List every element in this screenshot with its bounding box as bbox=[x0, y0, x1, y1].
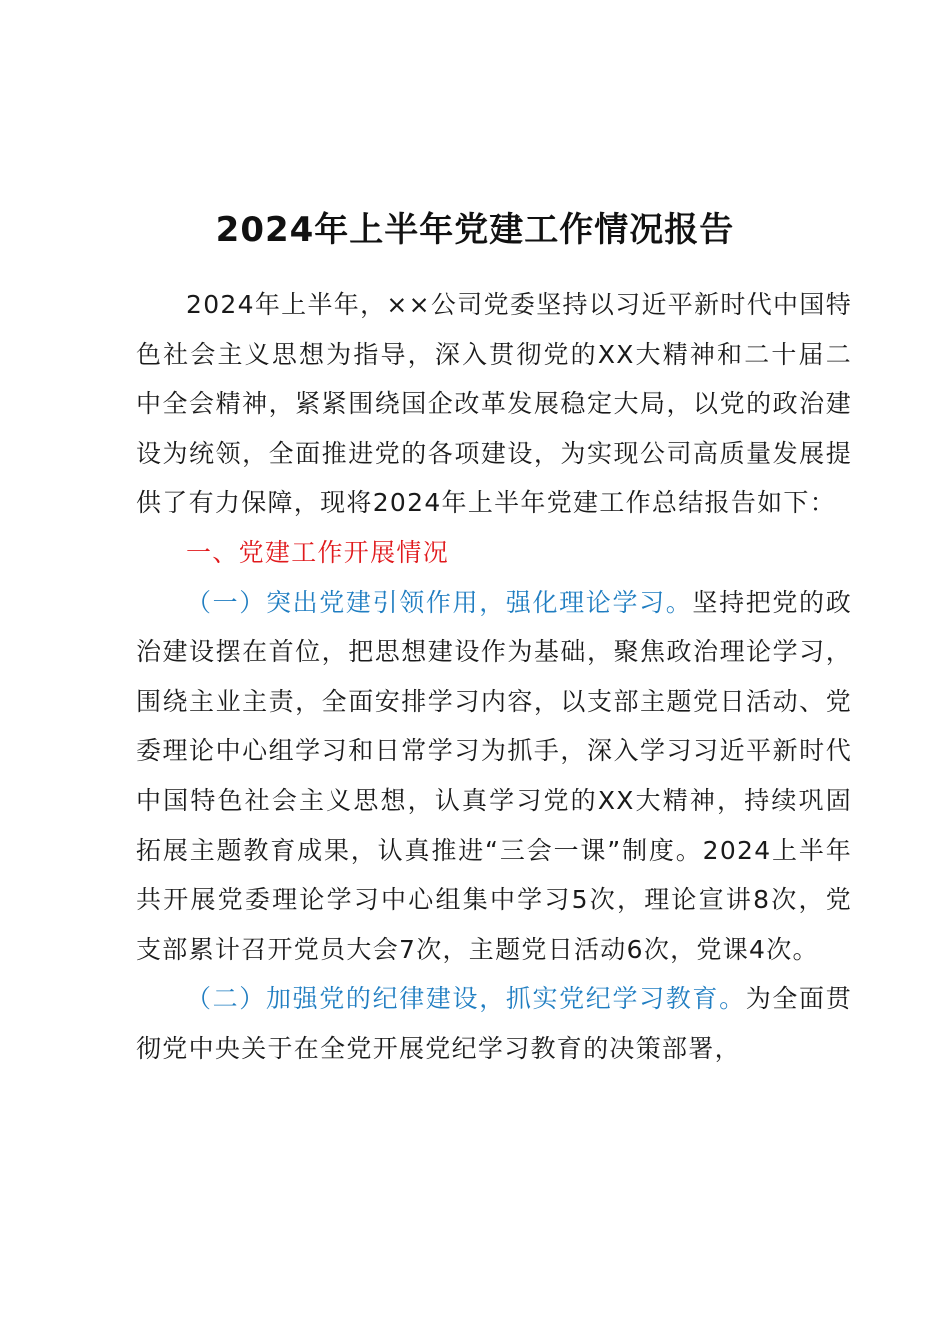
intro-paragraph: 2024年上半年，××公司党委坚持以习近平新时代中国特色社会主义思想为指导，深入贯彻党的XX大精神和二十届二中全会精神，紧紧围绕国企改革发展稳定大局，以党的政治建设为统领，全面推进党的各项建设，为实现公司高质量发展提供了有力保障，现将2024年上半年党建工作总结报告如下： bbox=[136, 290, 852, 518]
subsection-1-heading: （一）突出党建引领作用，强化理论学习。 bbox=[186, 587, 693, 617]
document-body bbox=[136, 280, 852, 1074]
subsection-2-body: 为全面贯彻党中央关于在全党开展党纪学习教育的决策部署， bbox=[136, 984, 852, 1063]
section-1-heading: 一、党建工作开展情况 bbox=[186, 537, 450, 567]
document-title: 2024年上半年党建工作情况报告 bbox=[215, 210, 735, 250]
subsection-2-paragraph bbox=[136, 974, 852, 1073]
subsection-2-heading: （二）加强党的纪律建设，抓实党纪学习教育。 bbox=[186, 984, 746, 1014]
section-heading bbox=[136, 528, 852, 578]
subsection-1-paragraph bbox=[136, 578, 852, 975]
subsection-1-body: 坚持把党的政治建设摆在首位，把思想建设作为基础，聚焦政治理论学习，围绕主业主责，全面安排学习内容，以支部主题党日活动、党委理论中心组学习和日常学习为抓手，深入学习习近平新时代中国特色社会主义思想，认真学习党的XX大精神，持续巩固拓展主题教育成果，认真推进“三会一课”制度。2024上半年共开展党委理论学习中心组集中学习5次，理论宣讲8次，党支部累计召开党员大会7次，主题党日活动6次，党课4次。 bbox=[136, 587, 852, 964]
